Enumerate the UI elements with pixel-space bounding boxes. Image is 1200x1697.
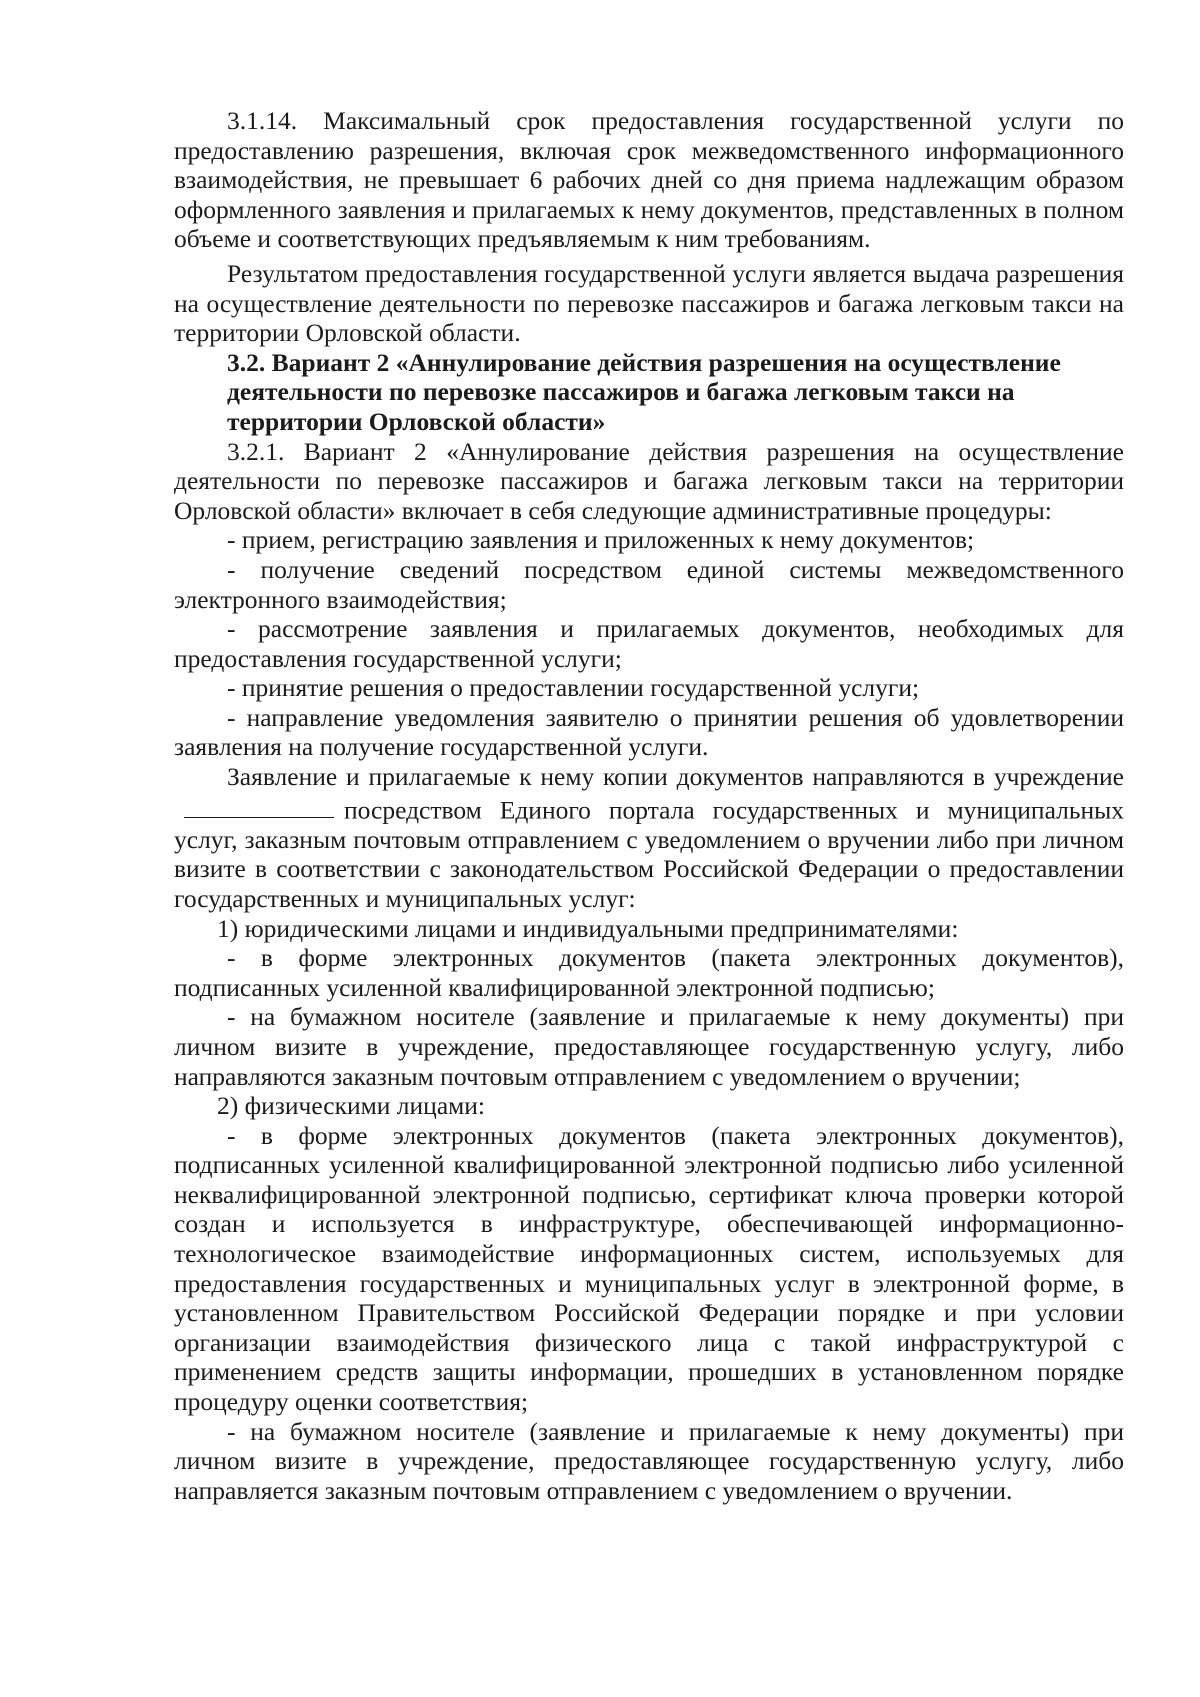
sub-item: - в форме электронных документов (пакета электронных документов), подписанных усиленной квалифицированной электронной подписью либо усиленной неквалифицированной электронной подписью, сертификат ключа проверки которой создан и используется в инфраструктуре, обеспечивающей информационно-технологическое взаимодействие информационных систем, используемых для предоставления государственных и муниципальных услуг в электронной форме, в установленном Правительством Российской Федерации порядке и при условии организации взаимодействия физического лица с такой инфраструктурой с применением средств защиты информации, прошедших в установленном порядке процедуру оценки соответствия;	[174, 1120, 1124, 1417]
sub-item: - на бумажном носителе (заявление и прилагаемые к нему документы) при личном визите в учреждение, предоставляющее государственную услугу, либо направляется заказным почтовым отправлением с уведомлением о вручении.	[174, 1416, 1124, 1505]
procedure-item: - прием, регистрацию заявления и приложенных к нему документов;	[227, 525, 975, 555]
procedure-item: - рассмотрение заявления и прилагаемых документов, необходимых для предоставления государственной услуги;	[174, 614, 1124, 673]
paragraph-result: Результатом предоставления государственной услуги является выдача разрешения на осуществление деятельности по перевозке пассажиров и багажа легковым такси на территории Орловской области.	[174, 258, 1124, 348]
paragraph-submission	[174, 762, 1124, 913]
procedure-item: - принятие решения о предоставлении государственной услуги;	[227, 673, 920, 703]
heading-line-3: территории Орловской области»	[227, 406, 606, 436]
heading-line-1: 3.2. Вариант 2 «Аннулирование действия разрешения на осуществление	[227, 347, 1061, 377]
numbered-item-1: 1) юридическими лицами и индивидуальными предпринимателями:	[217, 913, 959, 943]
heading-line-2: деятельности по перевозке пассажиров и багажа легковым такси на	[227, 377, 1015, 407]
numbered-item-2: 2) физическими лицами:	[217, 1091, 485, 1121]
procedure-item: - направление уведомления заявителю о принятии решения об удовлетворении заявления на получение государственной услуги.	[174, 702, 1124, 762]
procedure-item: - получение сведений посредством единой системы межведомственного электронного взаимодействия;	[174, 554, 1124, 614]
submission-text-end: посредством Единого портала государственных и муниципальных услуг, заказным почтовым отправлением с уведомлением о вручении либо при личном визите в соответствии с законодательством Российской Федерации о предоставлении государственных и муниципальных услуг:	[174, 795, 1124, 913]
section-heading-3-2	[174, 348, 1124, 437]
sub-item: - на бумажном носителе (заявление и прилагаемые к нему документы) при личном визите в учреждение, предоставляющее государственную услугу, либо направляются заказным почтовым отправлением с уведомлением о вручении;	[174, 1002, 1124, 1091]
sub-item: - в форме электронных документов (пакета электронных документов), подписанных усиленной квалифицированной электронной подписью;	[174, 943, 1124, 1002]
blank-fill-line	[184, 792, 334, 819]
submission-text-start: Заявление и прилагаемые к нему копии документов направляются в учреждение	[227, 762, 1124, 792]
paragraph-3-1-14: 3.1.14. Максимальный срок предоставления государственной услуги по предоставлению разрешения, включая срок межведомственного информационного взаимодействия, не превышает 6 рабочих дней со дня приема надлежащим образом оформленного заявления и прилагаемых к нему документов, представленных в полном объеме и соответствующих предъявляемым к ним требованиям.	[174, 106, 1124, 254]
paragraph-3-2-1: 3.2.1. Вариант 2 «Аннулирование действия разрешения на осуществление деятельности по перевозке пассажиров и багажа легковым такси на территории Орловской области» включает в себя следующие административные процедуры:	[174, 436, 1124, 525]
document-body	[174, 106, 1124, 1505]
